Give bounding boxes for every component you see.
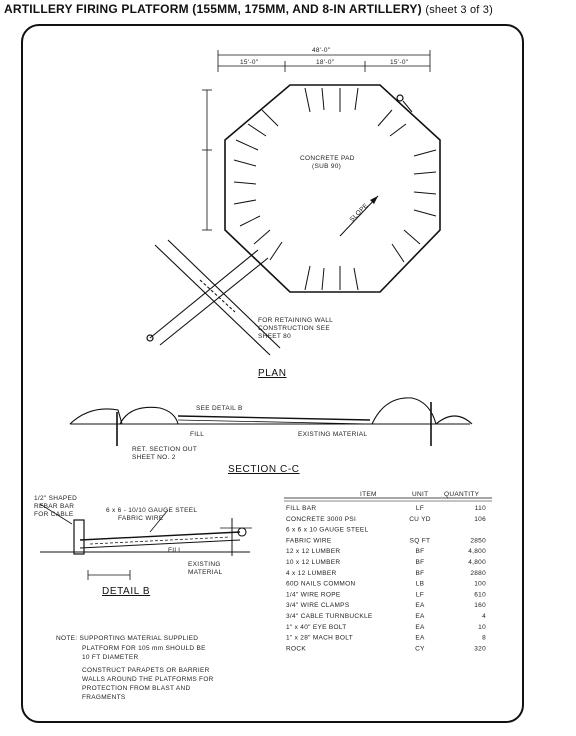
rebar-label-2: REBAR BAR <box>34 503 75 510</box>
table-cell-qty: 110 <box>474 505 486 512</box>
table-cell-unit: SQ FT <box>409 537 431 545</box>
note-line: FRAGMENTS <box>82 694 126 701</box>
see-detail-label: SEE DETAIL B <box>196 405 243 412</box>
detail-fill-label: FILL <box>168 547 183 554</box>
table-cell-qty: 2880 <box>470 569 486 577</box>
table-cell-qty: 10 <box>478 623 486 631</box>
table-cell-item: 3/4" WIRE CLAMPS <box>286 602 350 610</box>
table-cell-item: 1" x 40" EYE BOLT <box>286 623 347 631</box>
detail-caption: DETAIL B <box>102 586 151 597</box>
pad-label: CONCRETE PAD <box>300 155 355 162</box>
slope-label: SLOPE <box>348 202 370 224</box>
table-cell-unit: CU YD <box>409 515 431 523</box>
mesh-label-2: FABRIC WIRE <box>118 515 164 522</box>
rebar-label-3: FOR CABLE <box>34 511 74 518</box>
plan-view <box>147 50 440 355</box>
table-cell-item: FILL BAR <box>286 505 317 512</box>
table-cell-item: 60D NAILS COMMON <box>286 580 356 588</box>
table-cell-item: 1/4" WIRE ROPE <box>286 591 341 599</box>
left-sub-dimension: 15'-0" <box>240 59 259 66</box>
table-cell-qty: 106 <box>474 515 486 523</box>
section-view <box>70 398 472 446</box>
table-header-item: ITEM <box>360 491 377 498</box>
table-cell-qty: 160 <box>474 602 486 610</box>
right-mound <box>436 416 472 424</box>
center-sub-dimension: 18'-0" <box>316 59 335 66</box>
table-cell-qty: 2850 <box>470 537 486 545</box>
concrete-pad-octagon <box>225 85 440 292</box>
section-existing-label: EXISTING MATERIAL <box>298 431 368 438</box>
table-cell-item: CONCRETE 3000 PSI <box>286 515 357 523</box>
table-rows <box>286 505 486 652</box>
table-header-unit: UNIT <box>412 491 429 498</box>
table-cell-qty: 4,800 <box>468 559 486 566</box>
table-cell-item: 6 x 6 x 10 GAUGE STEEL <box>286 526 369 534</box>
table-cell-unit: LB <box>415 580 425 588</box>
note-line: CONSTRUCT PARAPETS OR BARRIER <box>82 667 210 674</box>
retaining-note-3: SHEET 80 <box>258 333 291 340</box>
detail-existing-2: MATERIAL <box>188 569 223 576</box>
pad-label-sub: (SUB 90) <box>312 163 342 170</box>
section-marker-c-right <box>397 95 403 101</box>
table-cell-unit: BF <box>415 548 425 556</box>
note-line: NOTE: SUPPORTING MATERIAL SUPPLIED <box>56 635 199 642</box>
table-cell-qty: 4,800 <box>468 548 486 556</box>
detail-slab-top <box>80 532 240 540</box>
section-caption: SECTION C-C <box>228 464 300 475</box>
table-cell-qty: 610 <box>474 591 486 599</box>
table-cell-qty: 8 <box>482 634 486 642</box>
section-fill-label: FILL <box>190 431 205 438</box>
table-cell-unit: EA <box>415 634 425 642</box>
table-cell-item: 10 x 12 LUMBER <box>286 559 341 566</box>
note-line: WALLS AROUND THE PLATFORMS FOR <box>82 676 214 683</box>
mesh-label-1: 6 x 6 - 10/10 GAUGE STEEL <box>106 507 198 514</box>
left-mound <box>70 409 122 424</box>
table-cell-unit: LF <box>415 505 425 512</box>
notes-block <box>56 635 214 701</box>
retaining-note-1: FOR RETAINING WALL <box>258 317 334 324</box>
retaining-section-1: RET. SECTION OUT <box>132 446 198 453</box>
note-line: PLATFORM FOR 105 mm SHOULD BE <box>82 645 206 652</box>
title-text: ARTILLERY FIRING PLATFORM (155MM, 175MM, AND 8-IN ARTILLERY) <box>4 2 422 16</box>
plan-caption: PLAN <box>258 368 287 379</box>
table-cell-item: 3/4" CABLE TURNBUCKLE <box>286 613 373 620</box>
rebar-label-1: 1/2" SHAPED <box>34 495 78 502</box>
platform-slab <box>178 416 370 420</box>
table-cell-qty: 100 <box>474 580 486 588</box>
note-line: PROTECTION FROM BLAST AND <box>82 685 191 692</box>
table-cell-qty: 320 <box>474 645 486 653</box>
note-line: 10 FT DIAMETER <box>82 654 139 661</box>
left-berm <box>120 407 178 424</box>
table-cell-unit: CY <box>415 645 425 653</box>
detail-post <box>74 520 84 554</box>
table-cell-item: 4 x 12 LUMBER <box>286 569 337 577</box>
table-cell-unit: EA <box>415 602 425 610</box>
table-cell-unit: LF <box>415 591 425 599</box>
table-cell-unit: BF <box>415 569 425 577</box>
table-header-quantity: QUANTITY <box>444 491 480 498</box>
table-cell-qty: 4 <box>482 613 486 620</box>
detail-existing-1: EXISTING <box>188 561 221 568</box>
table-cell-unit: BF <box>415 559 425 566</box>
overall-dimension: 48'-0" <box>312 47 331 54</box>
table-cell-item: 1" x 28" MACH BOLT <box>286 634 353 642</box>
right-berm <box>372 398 436 424</box>
table-cell-item: ROCK <box>286 645 306 653</box>
table-cell-unit: EA <box>415 613 425 620</box>
table-cell-unit: EA <box>415 623 425 631</box>
retaining-note-2: CONSTRUCTION SEE <box>258 325 330 332</box>
retaining-section-2: SHEET NO. 2 <box>132 454 176 461</box>
right-sub-dimension: 15'-0" <box>390 59 409 66</box>
table-cell-item: FABRIC WIRE <box>286 537 332 545</box>
sheet-number: (sheet 3 of 3) <box>425 4 493 16</box>
table-cell-item: 12 x 12 LUMBER <box>286 548 341 556</box>
radial-piles <box>234 88 436 290</box>
materials-table <box>284 491 492 652</box>
